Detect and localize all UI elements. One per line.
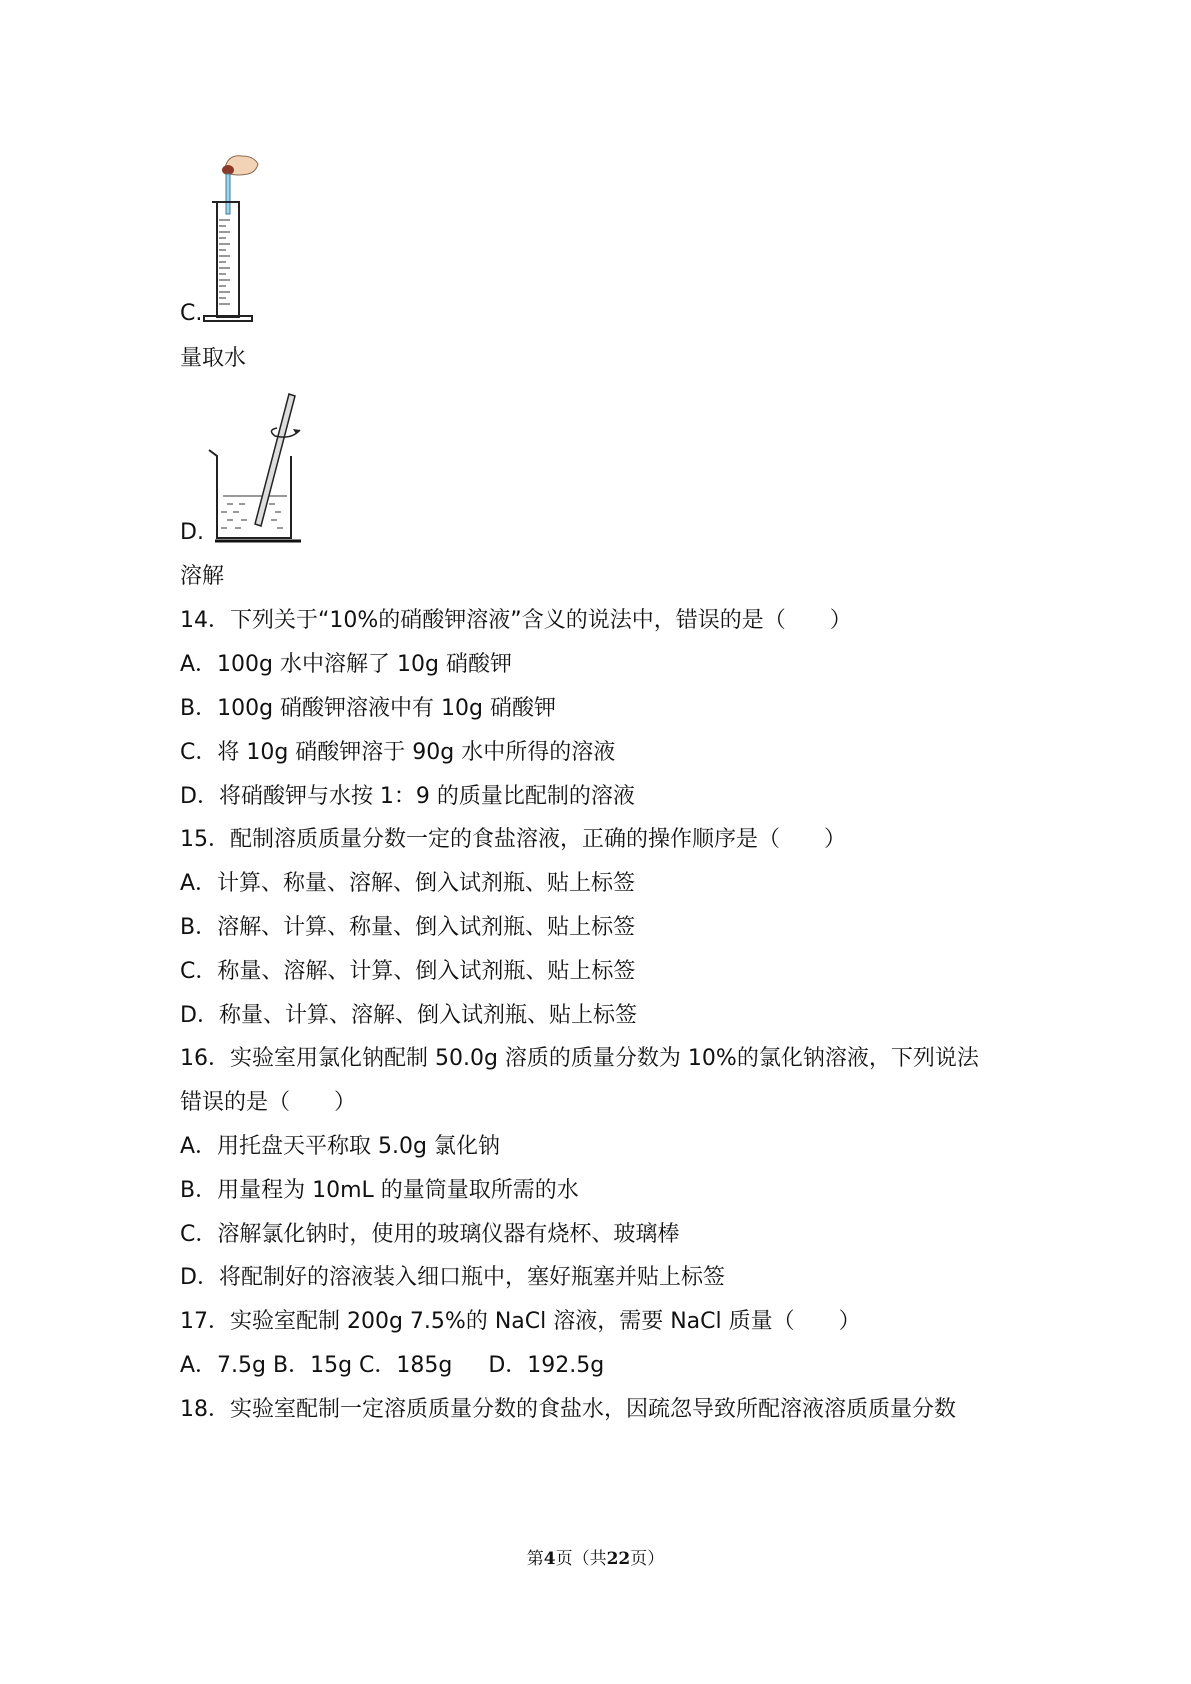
option-line: B．溶解、计算、称量、倒入试剂瓶、贴上标签 (180, 915, 636, 940)
option-line: D．称量、计算、溶解、倒入试剂瓶、贴上标签 (180, 1003, 637, 1028)
graduated-cylinder-figure (200, 150, 270, 325)
figure-caption: 量取水 (180, 346, 247, 371)
footer-mid: 页（共 (555, 1549, 607, 1569)
option-line: D．将硝酸钾与水按 1：9 的质量比配制的溶液 (180, 784, 635, 809)
total-page-count: 22 (606, 1549, 631, 1569)
option-line: C．将 10g 硝酸钾溶于 90g 水中所得的溶液 (180, 740, 616, 765)
figure-caption: 溶解 (180, 564, 225, 589)
option-line: D．将配制好的溶液装入细口瓶中，塞好瓶塞并贴上标签 (180, 1265, 725, 1290)
option-line: B．100g 硝酸钾溶液中有 10g 硝酸钾 (180, 696, 556, 721)
footer-suffix: 页） (630, 1549, 665, 1569)
option-d-label: D. (180, 520, 204, 545)
option-line: A．100g 水中溶解了 10g 硝酸钾 (180, 652, 512, 677)
option-line: A．用托盘天平称取 5.0g 氯化钠 (180, 1134, 500, 1159)
option-line: A．计算、称量、溶解、倒入试剂瓶、贴上标签 (180, 871, 636, 896)
page-footer (0, 1544, 1191, 1569)
question-16-continued: 错误的是（ ） (180, 1090, 357, 1115)
current-page-number: 4 (543, 1549, 556, 1569)
question-14: 14．下列关于“10%的硝酸钾溶液”含义的说法中，错误的是（ ） (180, 608, 852, 633)
beaker-stirring-figure (205, 388, 325, 548)
question-18: 18．实验室配制一定溶质质量分数的食盐水，因疏忽导致所配溶液溶质质量分数 (180, 1397, 956, 1422)
question-16: 16．实验室用氯化钠配制 50.0g 溶质的质量分数为 10%的氯化钠溶液，下列说法 (180, 1046, 979, 1071)
question-17: 17．实验室配制 200g 7.5%的 NaCl 溶液，需要 NaCl 质量（ ） (180, 1309, 861, 1334)
option-line: B．用量程为 10mL 的量筒量取所需的水 (180, 1178, 579, 1203)
option-line: A．7.5g B．15g C．185g D．192.5g (180, 1353, 605, 1378)
option-c-label: C. (180, 301, 203, 326)
footer-prefix: 第 (526, 1549, 544, 1569)
question-15: 15．配制溶质质量分数一定的食盐溶液，正确的操作顺序是（ ） (180, 827, 846, 852)
option-line: C．溶解氯化钠时，使用的玻璃仪器有烧杯、玻璃棒 (180, 1222, 680, 1247)
option-line: C．称量、溶解、计算、倒入试剂瓶、贴上标签 (180, 959, 636, 984)
